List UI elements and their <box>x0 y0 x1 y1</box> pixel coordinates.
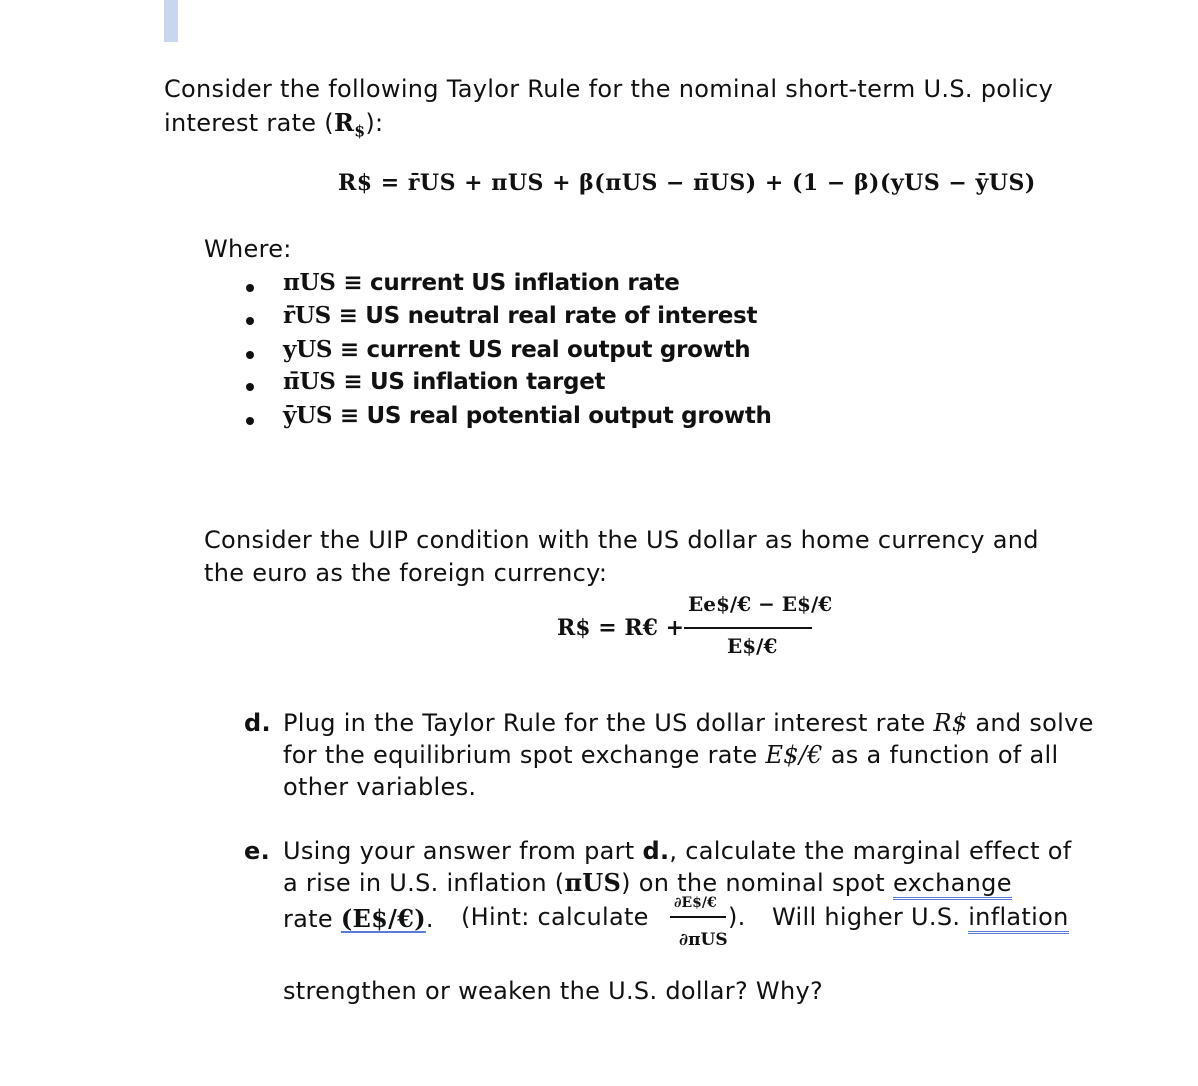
bullet <box>246 383 254 391</box>
hint-close: ). <box>728 903 746 931</box>
definition-item: yUS ≡ current US real output growth <box>283 336 751 363</box>
part-d-line-3: other variables. <box>283 773 477 801</box>
bullet <box>246 284 254 292</box>
part-d-label: d. <box>244 709 271 737</box>
part-e-line-2: a rise in U.S. inflation (πUS) on the nominal spot exchange <box>283 866 1012 900</box>
derivative-denominator: ∂πUS <box>679 930 728 950</box>
intro-line-2: interest rate $(R_{\$})$: <box>164 108 384 141</box>
uip-lhs: R$ = R€ + <box>557 615 685 641</box>
taylor-rule-equation: R$ = r̄US + πUS + β(πUS − π̄US) + (1 − β)(yUS − ȳUS) <box>338 170 1036 196</box>
uip-numerator: Ee$/€ − E$/€ <box>688 592 833 616</box>
part-d-line-1: Plug in the Taylor Rule for the US dollar interest rate R$ and solve <box>283 709 1094 737</box>
bullet <box>246 351 254 359</box>
bullet <box>246 317 254 325</box>
bullet <box>246 417 254 425</box>
where-label: Where: <box>204 235 292 263</box>
definition-item: π̄US ≡ US inflation target <box>283 368 606 395</box>
uip-line-1: Consider the UIP condition with the US dollar as home currency and <box>204 526 1039 554</box>
part-e-line-1: Using your answer from part d., calculate the marginal effect of <box>283 837 1072 865</box>
intro-line-1: Consider the following Taylor Rule for the nominal short-term U.S. policy <box>164 75 1054 103</box>
part-e-line-4: strengthen or weaken the U.S. dollar? Why? <box>283 977 824 1005</box>
left-margin-marker <box>164 0 178 42</box>
definition-item: r̄US ≡ US neutral real rate of interest <box>283 302 758 329</box>
definition-item: πUS ≡ current US inflation rate <box>283 269 680 296</box>
derivative-fraction-line <box>670 916 726 918</box>
exchange-word: exchange <box>893 869 1012 900</box>
uip-line-2: the euro as the foreign currency: <box>204 559 608 587</box>
uip-fraction-line <box>684 627 812 629</box>
part-e-line-3: rate (E$/€). <box>283 904 434 933</box>
definition-item: ȳUS ≡ US real potential output growth <box>283 402 772 429</box>
derivative-numerator: ∂E$/€ <box>674 895 717 911</box>
part-e-hint: (Hint: calculate <box>461 903 649 931</box>
uip-denominator: E$/€ <box>727 634 778 658</box>
part-e-line-3-end: Will higher U.S. inflation <box>772 900 1069 934</box>
inflation-word: inflation <box>968 903 1068 934</box>
part-d-line-2: for the equilibrium spot exchange rate E$/€ as a function of all <box>283 741 1059 769</box>
part-e-label: e. <box>244 837 270 865</box>
